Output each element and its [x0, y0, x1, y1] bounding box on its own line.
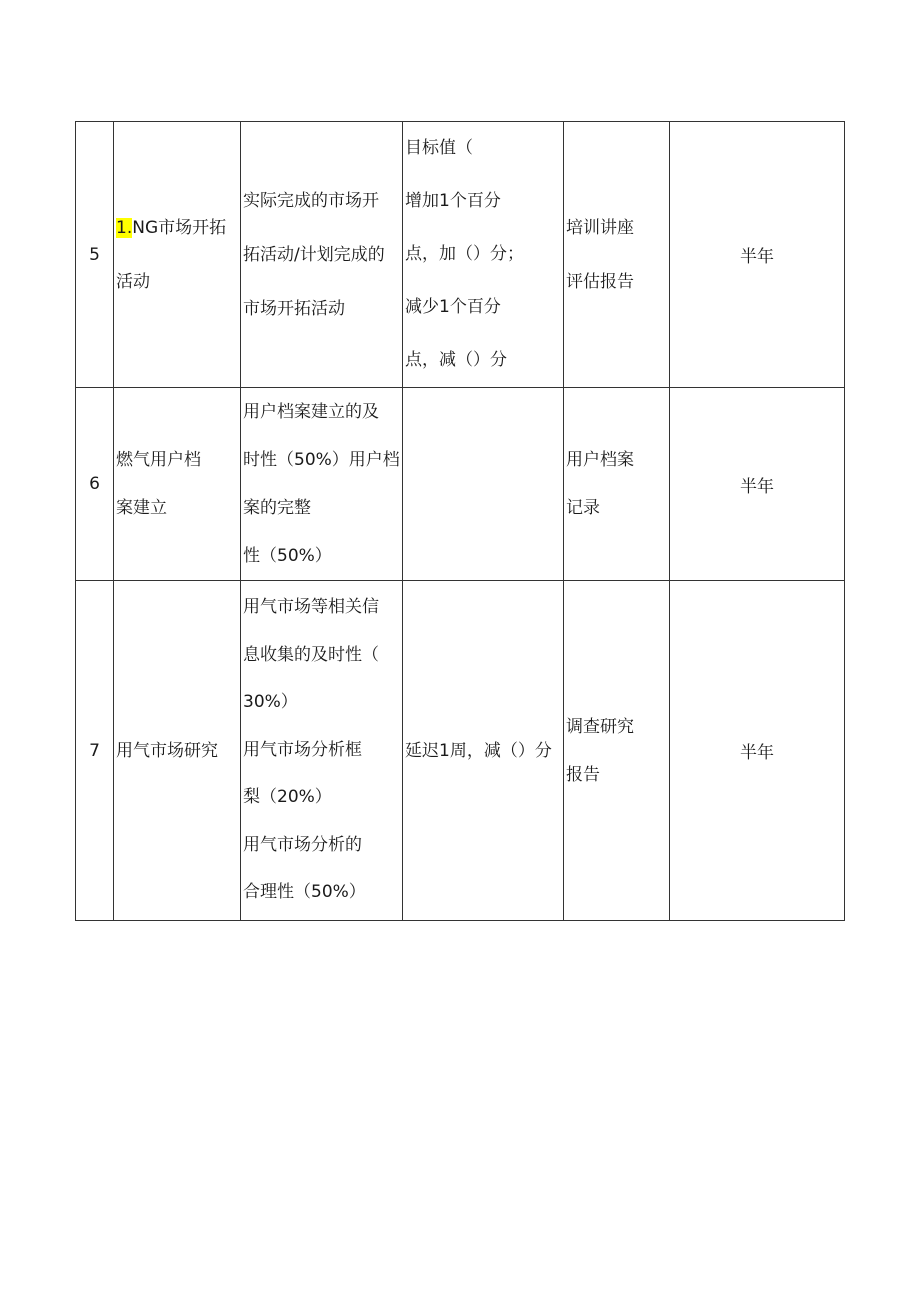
- formula-cell: [241, 388, 403, 581]
- target-line: 延迟1周，减（）分: [405, 740, 552, 761]
- formula-line: 合理性（50%）: [243, 882, 366, 903]
- formula-line: 用气市场分析框: [243, 739, 362, 760]
- kpi-item-cell: [114, 581, 241, 921]
- row-number: 5: [76, 122, 114, 388]
- kpi-item-line: 用气市场研究: [116, 740, 218, 761]
- source-line: 记录: [566, 498, 600, 518]
- formula-line: 用户档案建立的及: [243, 402, 379, 422]
- data-source-cell: [564, 581, 670, 921]
- kpi-item-line: 1.NG市场开拓: [116, 217, 227, 238]
- formula-line: 时性（50%）用户档: [243, 450, 400, 470]
- source-line: 培训讲座: [566, 217, 634, 238]
- formula-line: 30%）: [243, 692, 298, 713]
- table-row: [76, 581, 845, 921]
- data-source-cell: [564, 122, 670, 388]
- formula-line: 市场开拓活动: [243, 298, 345, 319]
- formula-line: 息收集的及时性（: [243, 644, 379, 665]
- source-line: 用户档案: [566, 450, 634, 470]
- row-number: 6: [76, 388, 114, 581]
- target-line: 减少1个百分: [405, 297, 501, 317]
- target-cell: [403, 122, 564, 388]
- data-source-cell: [564, 388, 670, 581]
- formula-line: 拓活动/计划完成的: [243, 244, 385, 265]
- source-line: 调查研究: [566, 716, 634, 737]
- formula-line: 案的完整: [243, 498, 311, 518]
- target-line: 点，加（）分；: [405, 244, 524, 264]
- formula-line: 性（50%）: [243, 546, 332, 566]
- period-cell: 半年: [670, 122, 845, 388]
- source-line: 评估报告: [566, 271, 634, 292]
- formula-line: 梨（20%）: [243, 787, 332, 808]
- target-line: 点，减（）分: [405, 350, 507, 370]
- kpi-item-line: 活动: [116, 271, 150, 292]
- formula-cell: [241, 122, 403, 388]
- table-row: [76, 388, 845, 581]
- kpi-item-cell: [114, 388, 241, 581]
- kpi-table: [75, 121, 845, 921]
- formula-cell: [241, 581, 403, 921]
- kpi-item-cell: [114, 122, 241, 388]
- period-cell: 半年: [670, 388, 845, 581]
- target-line: 增加1个百分: [405, 191, 501, 211]
- target-line: 目标值（: [405, 138, 473, 158]
- period-cell: 半年: [670, 581, 845, 921]
- kpi-item-line: 燃气用户档: [116, 450, 201, 470]
- table-row: [76, 122, 845, 388]
- formula-line: 用气市场等相关信: [243, 597, 379, 618]
- target-cell: [403, 388, 564, 581]
- source-line: 报告: [566, 764, 600, 785]
- kpi-item-line: 案建立: [116, 498, 167, 518]
- row-number: 7: [76, 581, 114, 921]
- formula-line: 用气市场分析的: [243, 834, 362, 855]
- target-cell: [403, 581, 564, 921]
- highlighted-prefix: 1.: [116, 217, 133, 238]
- formula-line: 实际完成的市场开: [243, 190, 379, 211]
